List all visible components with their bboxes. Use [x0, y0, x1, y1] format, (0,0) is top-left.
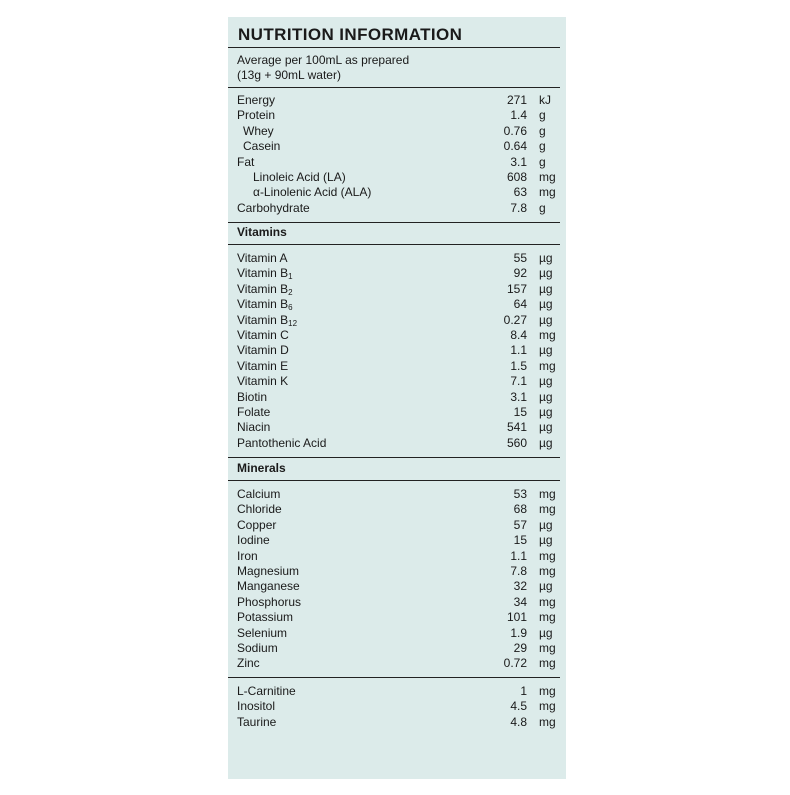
nutrient-value: 34 [513, 594, 527, 609]
nutrient-value: 3.1 [510, 389, 527, 404]
vitamin-row [228, 313, 568, 328]
nutrient-row [228, 93, 568, 108]
vitamin-row [228, 328, 568, 343]
nutrient-name: Vitamin A [237, 251, 288, 265]
nutrient-value: 608 [506, 170, 527, 184]
nutrient-row [228, 139, 568, 154]
nutrient-unit: µg [539, 420, 553, 435]
mineral-row [228, 549, 568, 564]
nutrient-value: 157 [506, 281, 527, 296]
nutrient-name: Vitamin C [237, 328, 289, 342]
nutrient-unit: µg [539, 251, 553, 265]
nutrient-name: Vitamin $B_1$ [237, 266, 293, 282]
nutrient-value: 63 [513, 185, 527, 200]
nutrient-name: Magnesium [237, 564, 300, 578]
nutrient-unit: mg [539, 502, 556, 517]
nutrient-name: Pantothenic Acid [237, 435, 327, 450]
nutrient-unit: µg [539, 266, 553, 281]
title-divider [228, 47, 560, 48]
minerals-divider [228, 480, 560, 481]
nutrient-name: Linoleic Acid (LA) [253, 170, 346, 184]
nutrient-unit: g [539, 108, 546, 123]
nutrient-value: 64 [513, 297, 527, 312]
nutrient-value: 8.4 [510, 328, 527, 342]
nutrient-value: 101 [506, 610, 527, 625]
mineral-row [228, 487, 568, 502]
nutrient-unit: g [539, 200, 546, 215]
nutrient-value: 92 [513, 266, 527, 281]
mineral-row [228, 595, 568, 610]
nutrient-name: Whey [243, 123, 274, 138]
vitamin-row [228, 266, 568, 281]
vitamins-end-divider [228, 457, 560, 458]
nutrient-name: Zinc [237, 656, 260, 671]
nutrient-name: Vitamin E [237, 358, 289, 373]
vitamin-row [228, 374, 568, 389]
nutrient-unit: µg [539, 297, 553, 312]
nutrient-unit: mg [539, 170, 556, 184]
nutrient-unit: µg [539, 533, 553, 548]
nutrient-name: L-Carnitine [237, 684, 296, 698]
nutrient-name: Casein [243, 139, 281, 154]
nutrient-unit: µg [539, 579, 553, 594]
nutrient-value: 29 [513, 641, 527, 655]
serving-divider [228, 87, 560, 88]
nutrient-value: 15 [513, 533, 527, 548]
nutrient-unit: µg [539, 435, 553, 450]
nutrient-name: Vitamin D [237, 343, 289, 358]
minerals-end-divider [228, 677, 560, 678]
mineral-row [228, 579, 568, 594]
nutrient-value: 1 [520, 684, 527, 698]
nutrient-name: Fat [237, 154, 255, 169]
mineral-row [228, 518, 568, 533]
nutrient-row [228, 124, 568, 139]
nutrient-unit: µg [539, 405, 553, 419]
nutrient-name: Niacin [237, 420, 271, 435]
nutrient-name: Chloride [237, 502, 282, 517]
nutrient-value: 4.8 [510, 714, 527, 729]
nutrient-unit: mg [539, 548, 556, 563]
nutrient-name: Sodium [237, 641, 278, 655]
nutrient-value: 57 [513, 517, 527, 532]
nutrient-name: Vitamin $B_2$ [237, 281, 293, 297]
nutrient-name: Manganese [237, 579, 300, 594]
mineral-row [228, 626, 568, 641]
panel-title: NUTRITION INFORMATION [238, 25, 463, 44]
nutrient-value: 0.64 [503, 139, 527, 154]
nutrient-value: 1.4 [510, 108, 527, 123]
nutrient-value: 7.8 [510, 564, 527, 578]
nutrient-name: Iodine [237, 533, 270, 548]
nutrient-value: 1.9 [510, 625, 527, 640]
vitamins-divider [228, 244, 560, 245]
nutrient-name: Taurine [237, 714, 277, 729]
vitamin-row [228, 405, 568, 420]
nutrient-unit: mg [539, 641, 556, 655]
nutrient-unit: g [539, 123, 546, 138]
nutrient-row [228, 201, 568, 216]
nutrient-value: 32 [513, 579, 527, 594]
nutrient-value: 3.1 [510, 154, 527, 169]
nutrient-unit: mg [539, 358, 556, 373]
nutrient-name: α-Linolenic Acid (ALA) [253, 185, 372, 200]
nutrient-name: Vitamin $B_{12}$ [237, 312, 298, 328]
vitamin-row [228, 282, 568, 297]
serving-info [237, 53, 409, 83]
nutrient-value: 4.5 [510, 699, 527, 714]
nutrient-name: Calcium [237, 487, 281, 501]
nutrient-unit: mg [539, 594, 556, 609]
nutrient-value: 7.1 [510, 374, 527, 389]
vitamin-row [228, 436, 568, 451]
nutrient-name: Inositol [237, 699, 276, 714]
nutrient-unit: mg [539, 610, 556, 625]
nutrient-unit: µg [539, 625, 553, 640]
mineral-row [228, 564, 568, 579]
nutrient-value: 53 [513, 487, 527, 501]
nutrient-value: 55 [513, 251, 527, 265]
vitamin-row [228, 297, 568, 312]
nutrient-value: 1.5 [510, 358, 527, 373]
nutrient-name: Phosphorus [237, 594, 302, 609]
nutrient-unit: µg [539, 312, 553, 327]
nutrient-row [228, 155, 568, 170]
nutrient-unit: µg [539, 389, 553, 404]
nutrient-name: Carbohydrate [237, 200, 310, 215]
other-nutrient-row [228, 699, 568, 714]
mineral-row [228, 656, 568, 671]
nutrient-name: Vitamin K [237, 374, 289, 389]
nutrient-name: Copper [237, 517, 277, 532]
nutrient-value: 68 [513, 502, 527, 517]
nutrient-value: 15 [513, 405, 527, 419]
nutrient-unit: mg [539, 656, 556, 671]
vitamin-row [228, 420, 568, 435]
nutrient-value: 541 [506, 420, 527, 435]
nutrient-name: Potassium [237, 610, 294, 625]
nutrient-unit: kJ [539, 93, 551, 107]
other-nutrient-row [228, 684, 568, 699]
nutrient-unit: mg [539, 684, 556, 698]
vitamins-heading: Vitamins [237, 225, 287, 239]
nutrient-value: 0.27 [503, 312, 527, 327]
nutrient-unit: mg [539, 487, 556, 501]
nutrient-value: 560 [506, 435, 527, 450]
serving-line-2: (13g + 90mL water) [237, 68, 341, 82]
nutrient-row [228, 170, 568, 185]
nutrient-name: Biotin [237, 389, 268, 404]
nutrient-name: Iron [237, 548, 258, 563]
nutrients-divider [228, 222, 560, 223]
nutrient-value: 7.8 [510, 200, 527, 215]
nutrient-unit: g [539, 154, 546, 169]
nutrient-unit: g [539, 139, 546, 154]
nutrient-value: 271 [506, 93, 527, 107]
nutrient-unit: mg [539, 714, 556, 729]
vitamin-row [228, 390, 568, 405]
nutrient-row [228, 185, 568, 200]
minerals-heading: Minerals [237, 461, 286, 475]
nutrient-unit: mg [539, 699, 556, 714]
mineral-row [228, 641, 568, 656]
nutrient-value: 0.72 [503, 656, 527, 671]
vitamin-row [228, 343, 568, 358]
nutrient-unit: mg [539, 564, 556, 578]
vitamin-row [228, 251, 568, 266]
nutrient-row [228, 108, 568, 123]
nutrient-unit: µg [539, 374, 553, 389]
nutrient-name: Vitamin $B_6$ [237, 297, 293, 313]
nutrient-unit: µg [539, 343, 553, 358]
nutrient-name: Protein [237, 108, 276, 123]
mineral-row [228, 610, 568, 625]
nutrient-value: 1.1 [510, 343, 527, 358]
nutrient-unit: mg [539, 328, 556, 342]
serving-line-1: Average per 100mL as prepared [237, 53, 410, 67]
mineral-row [228, 533, 568, 548]
nutrient-name: Energy [237, 93, 276, 107]
nutrient-unit: µg [539, 281, 553, 296]
nutrient-name: Folate [237, 405, 271, 419]
nutrient-value: 1.1 [510, 548, 527, 563]
nutrient-unit: mg [539, 185, 556, 200]
vitamin-row [228, 359, 568, 374]
nutrient-value: 0.76 [503, 123, 527, 138]
other-nutrient-row [228, 715, 568, 730]
nutrient-name: Selenium [237, 625, 288, 640]
nutrient-unit: µg [539, 517, 553, 532]
mineral-row [228, 502, 568, 517]
